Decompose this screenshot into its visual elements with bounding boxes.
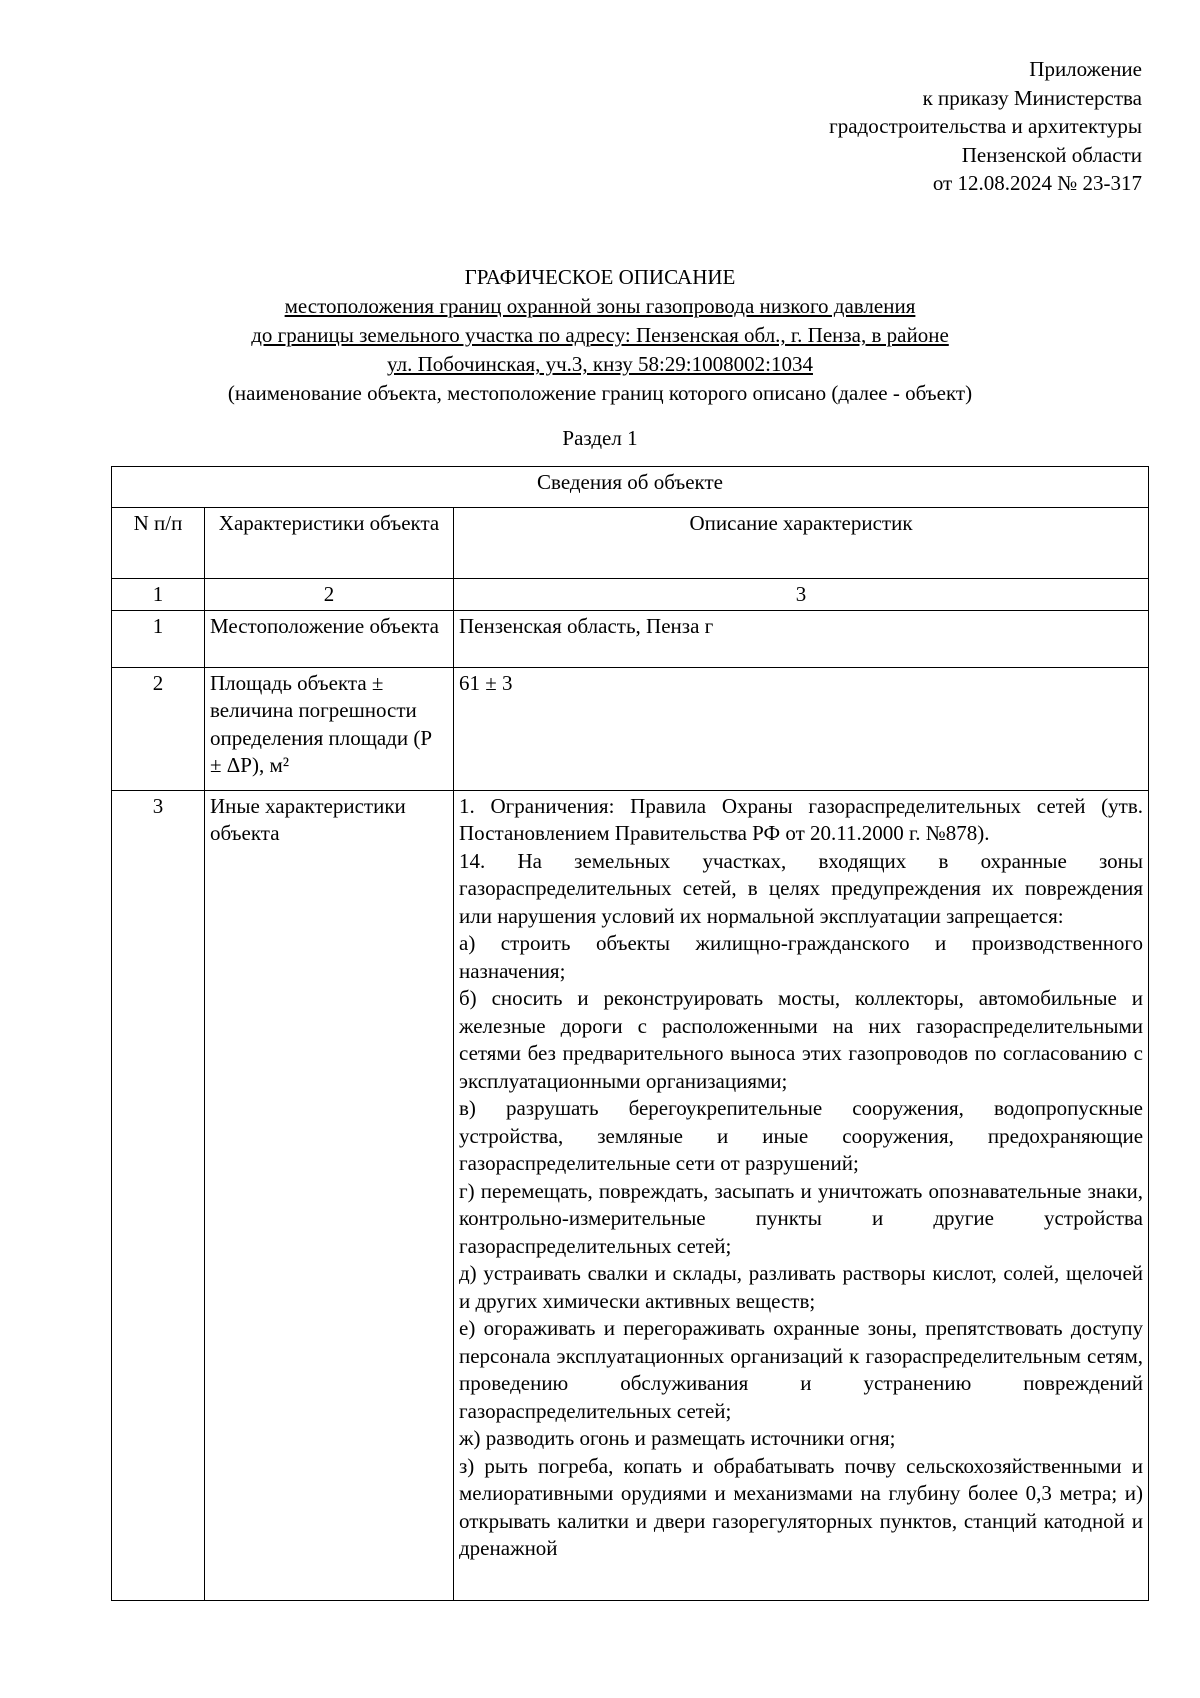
row-value: 61 ± 3 <box>454 667 1149 790</box>
row-value-restrictions <box>454 790 1149 1600</box>
annex-block <box>542 55 1142 198</box>
title-object-line: до границы земельного участка по адресу: Пензенская обл., г. Пенза, в районе <box>251 323 949 347</box>
row-value: Пензенская область, Пенза г <box>454 610 1149 667</box>
annex-order-line: от 12.08.2024 № 23-317 <box>932 171 1142 195</box>
restriction-paragraph: а) строить объекты жилищно-гражданского и производственного назначения; <box>459 931 1144 983</box>
restriction-paragraph: б) сносить и реконструировать мосты, коллекторы, автомобильные и железные дороги с расположенными на них газораспределительными сетями без предварительного выноса этих газопроводов по согласованию с эксплуатационными организациями; <box>459 986 1144 1093</box>
table-row <box>112 667 1149 790</box>
annex-line: Приложение <box>1029 57 1142 81</box>
object-info-table <box>111 466 1149 1601</box>
restriction-paragraph: з) рыть погреба, копать и обрабатывать почву сельскохозяйственными и мелиоративными орудиями и механизмами на глубину более 0,3 метра; и) открывать калитки и двери газорегуляторных пунктов, станций катодной и дренажной <box>459 1453 1144 1560</box>
row-characteristic: Иные характеристики объекта <box>205 790 454 1600</box>
annex-line: градостроительства и архитектуры <box>829 114 1142 138</box>
row-number: 1 <box>112 610 205 667</box>
table-row <box>112 790 1149 1600</box>
section-title: Раздел 1 <box>562 426 638 450</box>
row-number: 3 <box>112 790 205 1600</box>
title-object-line: ул. Побочинская, уч.3, кнзу 58:29:1008002:1034 <box>387 352 813 376</box>
title-heading: ГРАФИЧЕСКОЕ ОПИСАНИЕ <box>464 265 736 289</box>
table-caption: Сведения об объекте <box>112 467 1149 508</box>
row-number: 2 <box>112 667 205 790</box>
restriction-paragraph: 1. Ограничения: Правила Охраны газораспределительных сетей (утв. Постановлением Правительства РФ от 20.11.2000 г. №878). <box>459 793 1144 845</box>
row-characteristic: Местоположение объекта <box>205 610 454 667</box>
table-row <box>112 610 1149 667</box>
column-number: 1 <box>112 579 205 611</box>
row-characteristic: Площадь объекта ± величина погрешности определения площади (P ± ΔP), м² <box>205 667 454 790</box>
document-title <box>60 263 1140 408</box>
column-number: 2 <box>205 579 454 611</box>
annex-line: к приказу Министерства <box>922 85 1142 110</box>
restriction-paragraph: ж) разводить огонь и размещать источники огня; <box>459 1426 896 1450</box>
title-object-line: местоположения границ охранной зоны газопровода низкого давления <box>284 294 916 318</box>
column-number: 3 <box>454 579 1149 611</box>
header-description: Описание характеристик <box>454 508 1149 579</box>
restriction-paragraph: в) разрушать берегоукрепительные сооружения, водопропускные устройства, земляные и иные сооружения, предохраняющие газораспределительные сети от разрушений; <box>459 1096 1144 1175</box>
title-caption: (наименование объекта, местоположение границ которого описано (далее - объект) <box>227 381 973 405</box>
header-characteristic: Характеристики объекта <box>205 508 454 579</box>
restriction-paragraph: 14. На земельных участках, входящих в охранные зоны газораспределительных сетей, в целях предупреждения их повреждения или нарушения условий их нормальной эксплуатации запрещается: <box>459 848 1144 928</box>
restriction-paragraph: г) перемещать, повреждать, засыпать и уничтожать опознавательные знаки, контрольно-измерительные пункты и другие устройства газораспределительных сетей; <box>459 1178 1144 1258</box>
restriction-paragraph: е) огораживать и перегораживать охранные зоны, препятствовать доступу персонала эксплуатационных организаций к газораспределительным сетям, проведению обслуживания и устранению повреждений газораспределительных сетей; <box>459 1316 1144 1423</box>
annex-line: Пензенской области <box>961 142 1142 167</box>
header-number: N п/п <box>112 508 205 579</box>
restriction-paragraph: д) устраивать свалки и склады, разливать растворы кислот, солей, щелочей и других химически активных веществ; <box>459 1261 1144 1313</box>
